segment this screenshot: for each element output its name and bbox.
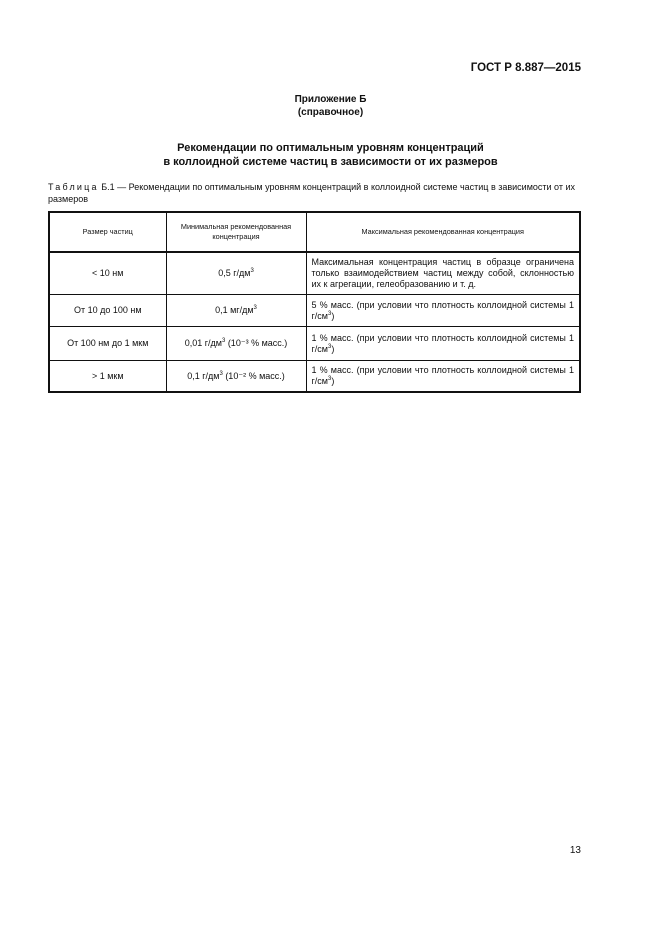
cell-min-concentration — [166, 327, 306, 361]
min-superscript: 3 — [250, 268, 254, 274]
max-suffix: ) — [331, 343, 335, 354]
cell-particle-size: От 100 нм до 1 мкм — [49, 327, 166, 361]
cell-min-concentration — [166, 295, 306, 327]
section-title — [0, 141, 661, 169]
appendix-name: Приложение Б — [294, 94, 367, 105]
max-superscript: 3 — [327, 376, 332, 382]
cell-min-concentration — [166, 361, 306, 393]
max-value: 1 % масс. (при условии что плотность коллоидной системы 1 г/см — [311, 332, 574, 354]
min-superscript: 3 — [219, 370, 223, 377]
table-caption — [48, 181, 581, 205]
max-suffix: ) — [331, 310, 335, 321]
max-value: 1 % масс. (при условии что плотность коллоидной системы 1 г/см — [311, 365, 574, 386]
table-row — [49, 295, 580, 327]
cell-max-concentration — [306, 361, 580, 393]
max-suffix: ) — [331, 376, 335, 386]
cell-particle-size: От 10 до 100 нм — [49, 295, 166, 327]
cell-max-concentration — [306, 252, 580, 295]
max-value: 5 % масс. (при условии что плотность коллоидной системы 1 г/см — [311, 299, 574, 321]
page-number: 13 — [569, 845, 581, 856]
table-caption-text: Б.1 — Рекомендации по оптимальным уровням концентраций в коллоидной системе частиц в зависимости от их размеров — [48, 182, 575, 204]
header-max-concentration: Максимальная рекомендованная концентрация — [306, 212, 580, 252]
appendix-type: (справочное) — [297, 107, 364, 118]
table-row — [49, 361, 580, 393]
appendix-heading — [0, 93, 661, 119]
max-value: Максимальная концентрация частиц в образце ограничена только взаимодействием частиц между собой, склонностью их к агрегации, гелеобразованию и т. д. — [311, 257, 574, 289]
table-row — [49, 327, 580, 361]
header-min-concentration: Минимальная рекомендованная концентрация — [166, 212, 306, 252]
min-value: 0,1 мг/дм — [215, 305, 254, 315]
header-particle-size: Размер частиц — [49, 212, 166, 252]
cell-particle-size: < 10 нм — [49, 252, 166, 295]
cell-max-concentration — [306, 327, 580, 361]
max-superscript: 3 — [327, 310, 332, 317]
document-number: ГОСТ Р 8.887—2015 — [470, 62, 581, 74]
max-superscript: 3 — [327, 343, 332, 350]
min-value: 0,5 г/дм — [218, 268, 251, 278]
section-title-line-1: Рекомендации по оптимальным уровням концентраций — [177, 142, 484, 154]
min-suffix: (10⁻³ % масс.) — [225, 338, 288, 348]
min-superscript: 3 — [253, 305, 257, 311]
cell-particle-size: > 1 мкм — [49, 361, 166, 393]
min-suffix: (10⁻² % масс.) — [222, 370, 285, 381]
section-title-line-2: в коллоидной системе частиц в зависимости от их размеров — [163, 156, 498, 168]
min-superscript: 3 — [221, 338, 226, 344]
cell-min-concentration — [166, 252, 306, 295]
min-value: 0,01 г/дм — [184, 338, 222, 348]
table-row — [49, 252, 580, 295]
min-value: 0,1 г/дм — [187, 370, 220, 381]
table-header-row — [49, 212, 580, 252]
cell-max-concentration — [306, 295, 580, 327]
table-caption-label: Таблица — [48, 182, 99, 192]
concentration-table — [48, 211, 581, 393]
